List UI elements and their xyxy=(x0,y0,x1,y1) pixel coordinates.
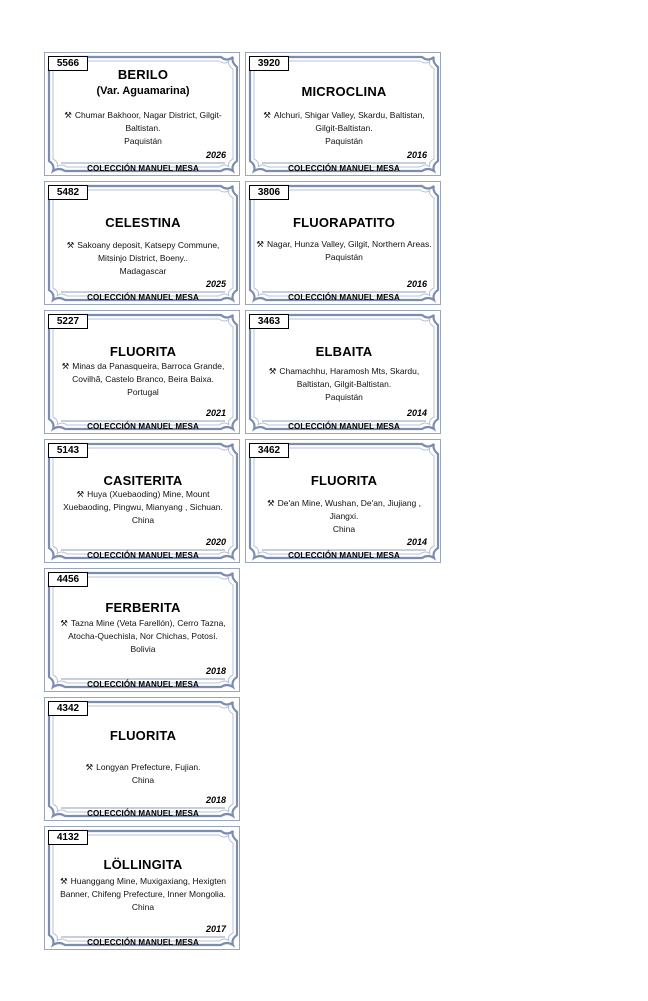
mineral-label-card xyxy=(245,52,441,176)
collection-footer: COLECCIÓN MANUEL MESA xyxy=(288,422,400,431)
year: 2014 xyxy=(406,537,427,547)
locality-block xyxy=(53,488,233,527)
country: Paquistán xyxy=(325,136,363,146)
locality-block xyxy=(53,239,233,278)
specimen-number: 4456 xyxy=(48,572,88,587)
locality-block xyxy=(254,497,434,536)
mineral-variety: (Var. Aguamarina) xyxy=(96,85,190,97)
locality-text: Alchuri, Shigar Valley, Skardu, Baltistan, Gilgit-Baltistan. xyxy=(273,110,425,133)
specimen-number: 3806 xyxy=(249,185,289,200)
hammer-pick-icon: ⚒ xyxy=(268,366,277,376)
locality-block xyxy=(53,360,233,399)
locality-text: Longyan Prefecture, Fujian. xyxy=(96,762,201,772)
mineral-label-card xyxy=(44,826,240,950)
hammer-pick-icon: ⚒ xyxy=(76,489,85,499)
hammer-pick-icon: ⚒ xyxy=(256,239,265,249)
year: 2014 xyxy=(406,408,427,418)
mineral-name: FLUORITA xyxy=(310,473,378,488)
hammer-pick-icon: ⚒ xyxy=(263,110,271,120)
mineral-name: FLUORITA xyxy=(109,344,177,359)
hammer-pick-icon: ⚒ xyxy=(60,618,68,628)
locality-text: Sakoany deposit, Katsepy Commune, Mitsinjo District, Boeny.. xyxy=(77,240,220,263)
locality-block xyxy=(53,109,233,148)
mineral-label-card xyxy=(245,310,441,434)
collection-footer: COLECCIÓN MANUEL MESA xyxy=(87,551,199,560)
locality-text: Tazna Mine (Veta Farellón), Cerro Tazna, Atocha-Quechisla, Nor Chichas, Potosí. xyxy=(68,618,226,641)
locality-text: Chamachhu, Haramosh Mts, Skardu, Baltistan, Gilgit-Baltistan. xyxy=(279,366,420,389)
country: China xyxy=(332,524,356,534)
year: 2016 xyxy=(406,279,427,289)
country: Portugal xyxy=(127,387,159,397)
collection-footer: COLECCIÓN MANUEL MESA xyxy=(87,293,199,302)
locality-text: Huanggang Mine, Muxigaxiang, Hexigten Banner, Chifeng Prefecture, Inner Mongolia. xyxy=(60,876,227,899)
specimen-number: 4342 xyxy=(48,701,88,716)
locality-text: Huya (Xuebaoding) Mine, Mount Xuebaoding, Pingwu, Mianyang , Sichuan. xyxy=(63,489,223,512)
mineral-label-card xyxy=(44,439,240,563)
collection-footer: COLECCIÓN MANUEL MESA xyxy=(288,551,400,560)
mineral-label-card xyxy=(44,568,240,692)
specimen-number: 5227 xyxy=(48,314,88,329)
hammer-pick-icon: ⚒ xyxy=(59,876,68,886)
mineral-name: ELBAITA xyxy=(315,344,373,359)
year: 2021 xyxy=(205,408,226,418)
year: 2018 xyxy=(205,795,226,805)
country: Paquistán xyxy=(124,136,162,146)
hammer-pick-icon: ⚒ xyxy=(85,762,94,772)
year: 2018 xyxy=(205,666,226,676)
locality-text: Chumar Bakhoor, Nagar District, Gilgit-Baltistan. xyxy=(74,110,222,133)
mineral-label-card xyxy=(44,310,240,434)
mineral-name: FERBERITA xyxy=(105,600,181,615)
hammer-pick-icon: ⚒ xyxy=(61,361,70,371)
locality-text: De'an Mine, Wushan, De'an, Jiujiang , Jiangxi. xyxy=(277,498,422,521)
collection-footer: COLECCIÓN MANUEL MESA xyxy=(87,809,199,818)
mineral-name: FLUORITA xyxy=(109,728,177,743)
year: 2020 xyxy=(205,537,226,547)
hammer-pick-icon: ⚒ xyxy=(266,498,275,508)
mineral-label-card xyxy=(245,439,441,563)
locality-text: Nagar, Hunza Valley, Gilgit, Northern Areas. xyxy=(267,239,432,249)
locality-block xyxy=(53,617,233,656)
mineral-label-card xyxy=(44,697,240,821)
mineral-name: MICROCLINA xyxy=(301,84,387,99)
year: 2025 xyxy=(205,279,226,289)
specimen-number: 5482 xyxy=(48,185,88,200)
locality-block xyxy=(53,761,233,787)
collection-footer: COLECCIÓN MANUEL MESA xyxy=(288,164,400,173)
mineral-label-card xyxy=(245,181,441,305)
year: 2017 xyxy=(205,924,226,934)
specimen-number: 3462 xyxy=(249,443,289,458)
locality-block xyxy=(53,875,233,914)
mineral-name: CASITERITA xyxy=(103,473,183,488)
country: China xyxy=(131,902,155,912)
mineral-name: LÖLLINGITA xyxy=(103,857,183,872)
country: China xyxy=(131,515,155,525)
specimen-number: 5566 xyxy=(48,56,88,71)
collection-footer: COLECCIÓN MANUEL MESA xyxy=(288,293,400,302)
collection-footer: COLECCIÓN MANUEL MESA xyxy=(87,422,199,431)
collection-footer: COLECCIÓN MANUEL MESA xyxy=(87,164,199,173)
year: 2016 xyxy=(406,150,427,160)
specimen-number: 3463 xyxy=(249,314,289,329)
hammer-pick-icon: ⚒ xyxy=(66,240,75,250)
mineral-label-card xyxy=(44,52,240,176)
country: Bolivia xyxy=(130,644,156,654)
mineral-name: BERILO xyxy=(117,67,169,82)
mineral-name: FLUORAPATITO xyxy=(292,215,396,230)
hammer-pick-icon: ⚒ xyxy=(64,110,72,120)
country: Paquistán xyxy=(325,252,363,262)
mineral-name: CELESTINA xyxy=(105,215,181,230)
specimen-number: 4132 xyxy=(48,830,88,845)
locality-block xyxy=(254,238,434,264)
country: Paquistán xyxy=(325,392,363,402)
specimen-number: 3920 xyxy=(249,56,289,71)
collection-footer: COLECCIÓN MANUEL MESA xyxy=(87,680,199,689)
locality-block xyxy=(254,109,434,148)
country: China xyxy=(131,775,155,785)
specimen-number: 5143 xyxy=(48,443,88,458)
collection-footer: COLECCIÓN MANUEL MESA xyxy=(87,938,199,947)
country: Madagascar xyxy=(119,266,167,276)
locality-block xyxy=(254,365,434,404)
year: 2026 xyxy=(205,150,226,160)
locality-text: Minas da Panasqueira, Barroca Grande, Covilhã, Castelo Branco, Beira Baixa. xyxy=(72,361,225,384)
mineral-label-card xyxy=(44,181,240,305)
